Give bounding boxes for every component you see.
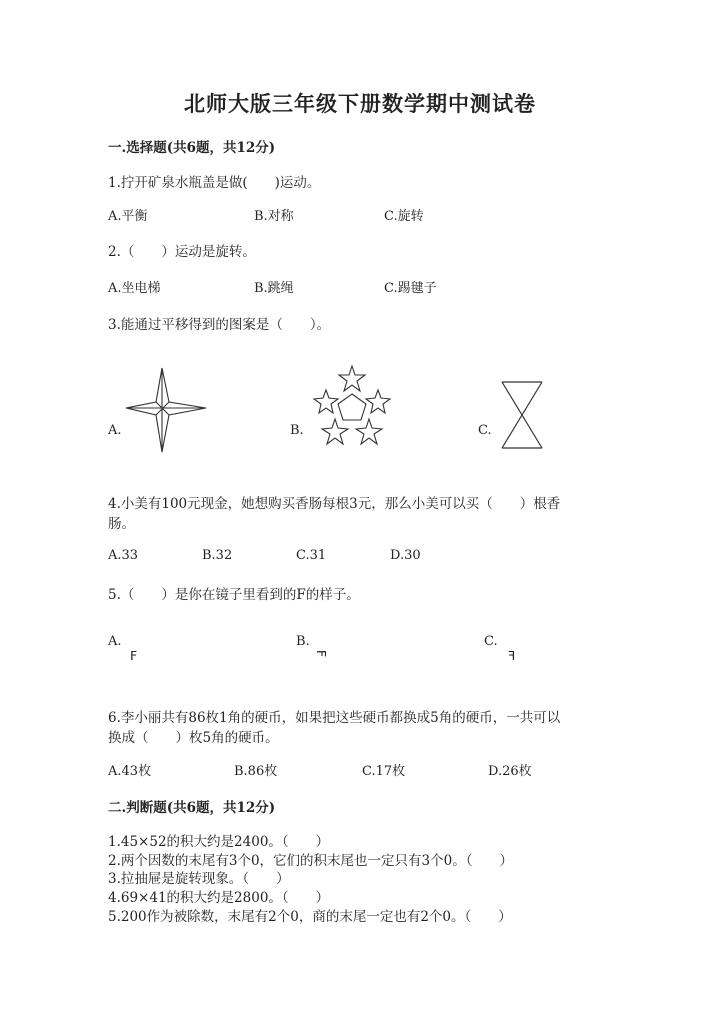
question-5-option-a[interactable]: A. — [108, 634, 122, 649]
question-4-option-a[interactable]: A.33 — [108, 548, 139, 563]
question-6-option-b[interactable]: B.86枚 — [234, 764, 278, 779]
hourglass-figure — [498, 378, 546, 452]
question-2-option-a[interactable]: A.坐电梯 — [108, 281, 161, 296]
four-point-star-figure — [124, 366, 208, 454]
question-2-option-b[interactable]: B.跳绳 — [254, 281, 294, 296]
question-3-text: 3.能通过平移得到的图案是（ ）。 — [108, 317, 331, 333]
question-4-option-b[interactable]: B.32 — [202, 548, 233, 563]
question-2-option-c[interactable]: C.踢毽子 — [384, 281, 437, 296]
question-4-option-c[interactable]: C.31 — [296, 548, 327, 563]
five-stars-pentagon-figure — [308, 364, 396, 452]
question-1-option-a[interactable]: A.平衡 — [108, 209, 148, 224]
question-6-option-a[interactable]: A.43枚 — [108, 764, 152, 779]
question-5-option-c[interactable]: C. — [484, 634, 498, 649]
question-4-text-line-2: 肠。 — [108, 516, 135, 532]
question-3-option-c[interactable]: C. — [478, 423, 492, 438]
question-6-option-d[interactable]: D.26枚 — [488, 764, 532, 779]
question-1-option-c[interactable]: C.旋转 — [384, 209, 424, 224]
question-4-text-line-1: 4.小美有100元现金，她想购买香肠每根3元，那么小美可以买（ ）根香 — [108, 496, 561, 512]
question-5-option-b[interactable]: B. — [296, 634, 310, 649]
f-letter-figure-c: F — [508, 648, 516, 663]
page-title: 北师大版三年级下册数学期中测试卷 — [184, 91, 536, 116]
question-5-text: 5.（ ）是你在镜子里看到的F的样子。 — [108, 587, 360, 603]
question-4-option-d[interactable]: D.30 — [390, 548, 421, 563]
question-6-text-line-2: 换成（ ）枚5角的硬币。 — [108, 730, 279, 746]
judgement-item-4: 4.69×41的积大约是2800。（ ） — [108, 890, 330, 906]
judgement-item-5: 5.200作为被除数，末尾有2个0，商的末尾一定也有2个0。（ ） — [108, 909, 512, 925]
question-1-option-b[interactable]: B.对称 — [254, 209, 294, 224]
judgement-item-3: 3.拉抽屉是旋转现象。（ ） — [108, 871, 290, 887]
judgement-item-2: 2.两个因数的末尾有3个0，它们的积末尾也一定只有3个0。（ ） — [108, 853, 513, 869]
f-letter-figure-a: F — [130, 648, 138, 663]
question-2-text: 2.（ ）运动是旋转。 — [108, 244, 256, 260]
question-6-text-line-1: 6.李小丽共有86枚1角的硬币，如果把这些硬币都换成5角的硬币，一共可以 — [108, 710, 561, 726]
question-3-option-a[interactable]: A. — [108, 423, 122, 438]
judgement-item-1: 1.45×52的积大约是2400。（ ） — [108, 834, 330, 850]
section-1-heading: 一.选择题(共6题，共12分) — [108, 140, 276, 156]
section-2-heading: 二.判断题(共6题，共12分) — [108, 800, 276, 816]
question-1-text: 1.拧开矿泉水瓶盖是做( )运动。 — [108, 175, 321, 191]
question-6-option-c[interactable]: C.17枚 — [362, 764, 406, 779]
question-3-option-b[interactable]: B. — [290, 423, 304, 438]
f-letter-figure-b: F — [314, 649, 330, 658]
